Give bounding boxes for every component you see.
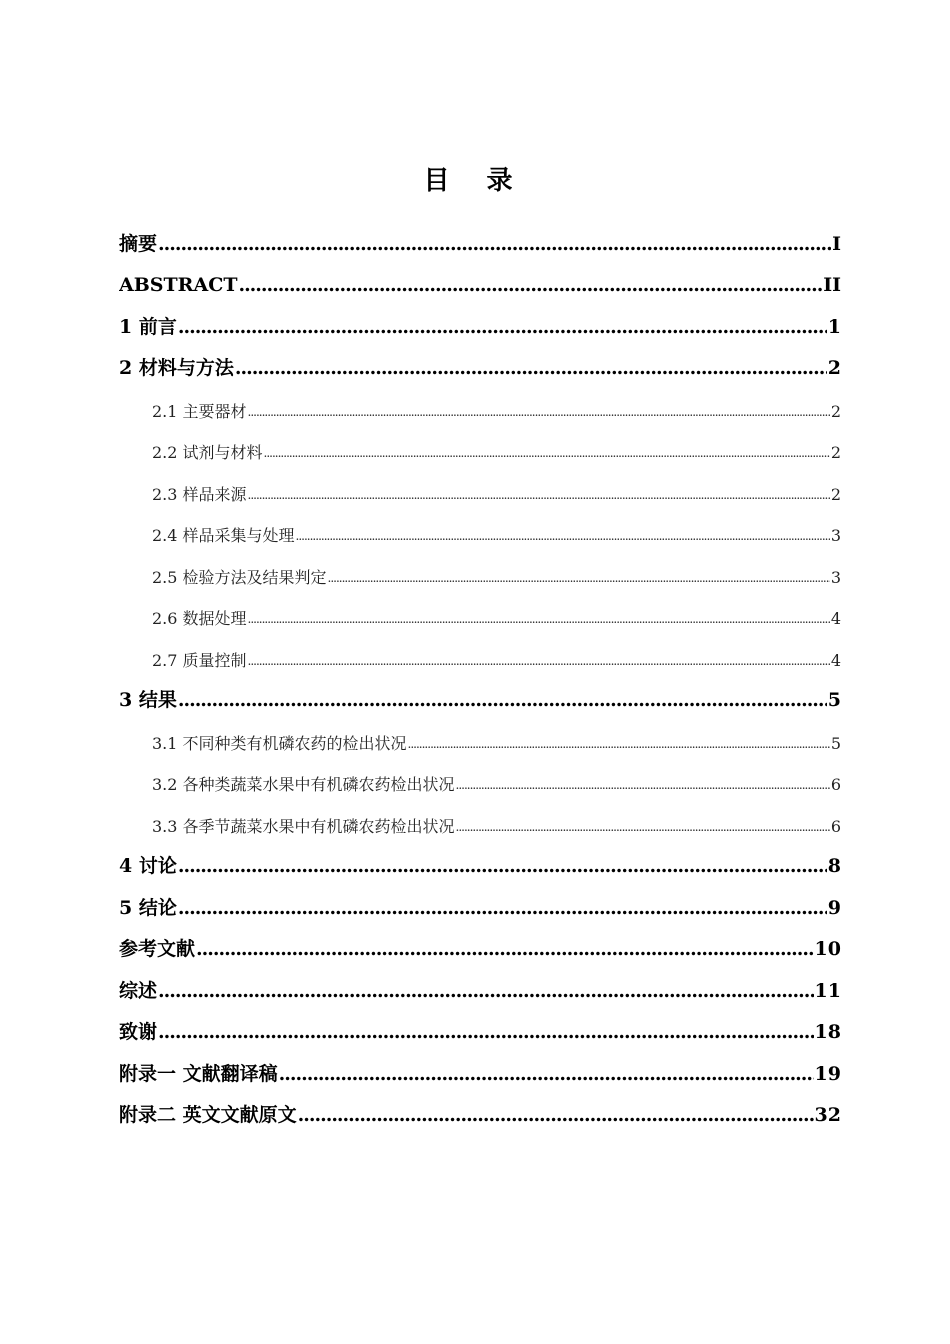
toc-entry-label: 2.5 检验方法及结果判定 — [152, 567, 327, 587]
dot-leader — [248, 650, 830, 672]
toc-entry-page: 19 — [814, 1062, 841, 1085]
toc-entry-label: 2 材料与方法 — [119, 357, 234, 379]
toc-entry-references[interactable] — [119, 927, 841, 969]
dot-leader — [158, 231, 831, 257]
toc-entry-acknowledgements[interactable] — [119, 1010, 841, 1052]
toc-entry-abstract-cn[interactable] — [119, 221, 841, 263]
toc-entry-appendix-1[interactable] — [119, 1051, 841, 1093]
toc-entry-label: 致谢 — [119, 1021, 158, 1043]
toc-entry-page: 3 — [830, 526, 841, 545]
toc-entry-page: 32 — [814, 1104, 841, 1126]
toc-entry-label: ABSTRACT — [119, 274, 238, 296]
dot-leader — [158, 978, 814, 1004]
toc-entry-page: 2 — [830, 401, 841, 421]
dot-leader — [178, 853, 827, 879]
toc-entry-page: 2 — [830, 484, 841, 504]
toc-entry-label: 2.7 质量控制 — [152, 650, 247, 670]
toc-entry-appendix-2[interactable] — [119, 1093, 841, 1135]
toc-entry-introduction[interactable] — [119, 304, 841, 346]
dot-leader — [178, 687, 827, 713]
toc-entry-2-2[interactable] — [119, 429, 841, 471]
toc-entry-page: 10 — [814, 938, 841, 960]
dot-leader — [238, 272, 822, 298]
toc-entry-label: 3.3 各季节蔬菜水果中有机磷农药检出状况 — [152, 816, 455, 836]
toc-entry-page: 9 — [827, 896, 841, 919]
toc-entry-page: 1 — [827, 315, 841, 338]
dot-leader — [178, 314, 827, 340]
toc-entry-2-3[interactable] — [119, 470, 841, 512]
toc-entry-label: 附录二 英文文献原文 — [119, 1104, 297, 1126]
dot-leader — [296, 525, 830, 547]
toc-entry-2-4[interactable] — [119, 512, 841, 554]
toc-entry-page: 18 — [814, 1021, 841, 1043]
toc-entry-label: 2.2 试剂与材料 — [152, 443, 263, 462]
toc-entry-label: 2.1 主要器材 — [152, 401, 247, 421]
toc-entry-3-1[interactable] — [119, 719, 841, 761]
toc-entry-page: 5 — [827, 689, 841, 711]
toc-entry-label: 2.6 数据处理 — [152, 609, 247, 628]
toc-entry-review[interactable] — [119, 968, 841, 1010]
dot-leader — [279, 1061, 814, 1087]
toc-entry-3-3[interactable] — [119, 802, 841, 844]
toc-entry-label: 1 前言 — [119, 315, 177, 338]
dot-leader — [248, 401, 830, 423]
toc-entry-label: 摘要 — [119, 232, 158, 255]
toc-entry-label: 附录一 文献翻译稿 — [119, 1062, 278, 1085]
toc-entry-2-5[interactable] — [119, 553, 841, 595]
toc-entry-label: 3 结果 — [119, 689, 177, 711]
toc-entry-materials-methods[interactable] — [119, 346, 841, 388]
dot-leader — [456, 774, 830, 796]
dot-leader — [248, 484, 830, 506]
toc-entry-label: 2.4 样品采集与处理 — [152, 526, 295, 545]
toc-entry-2-6[interactable] — [119, 595, 841, 637]
toc-entry-page: I — [832, 232, 841, 255]
toc-entry-page: 2 — [830, 443, 841, 462]
dot-leader — [264, 442, 830, 464]
toc-entry-label: 参考文献 — [119, 938, 196, 960]
toc-entry-results[interactable] — [119, 678, 841, 720]
toc-entry-label: 2.3 样品来源 — [152, 484, 247, 504]
toc-entry-page: 6 — [830, 775, 841, 794]
toc-entry-page: 4 — [830, 650, 841, 670]
dot-leader — [408, 733, 830, 755]
dot-leader — [298, 1102, 814, 1128]
toc-entry-page: II — [823, 274, 841, 296]
dot-leader — [248, 608, 830, 630]
toc-entry-page: 4 — [830, 609, 841, 628]
page-title: 目 录 — [423, 166, 527, 196]
dot-leader — [328, 567, 830, 589]
toc-entry-label: 4 讨论 — [119, 855, 177, 877]
toc-entry-label: 综述 — [119, 979, 158, 1002]
toc-entry-page: 5 — [830, 733, 841, 753]
toc-entry-2-1[interactable] — [119, 387, 841, 429]
dot-leader — [235, 355, 827, 381]
toc-entry-2-7[interactable] — [119, 636, 841, 678]
toc-entry-label: 5 结论 — [119, 896, 177, 919]
toc-entry-discussion[interactable] — [119, 844, 841, 886]
toc-entry-page: 8 — [827, 855, 841, 877]
toc-entry-page: 2 — [827, 357, 841, 379]
dot-leader — [158, 1019, 814, 1045]
toc-entry-conclusion[interactable] — [119, 885, 841, 927]
toc-entry-3-2[interactable] — [119, 761, 841, 803]
dot-leader — [456, 816, 830, 838]
toc-entry-page: 11 — [814, 979, 841, 1002]
dot-leader — [196, 936, 814, 962]
toc-entry-page: 3 — [830, 567, 841, 587]
toc-entry-page: 6 — [830, 816, 841, 836]
table-of-contents — [119, 221, 841, 1134]
toc-entry-abstract-en[interactable] — [119, 263, 841, 305]
toc-entry-label: 3.2 各种类蔬菜水果中有机磷农药检出状况 — [152, 775, 455, 794]
dot-leader — [178, 895, 827, 921]
toc-entry-label: 3.1 不同种类有机磷农药的检出状况 — [152, 733, 407, 753]
